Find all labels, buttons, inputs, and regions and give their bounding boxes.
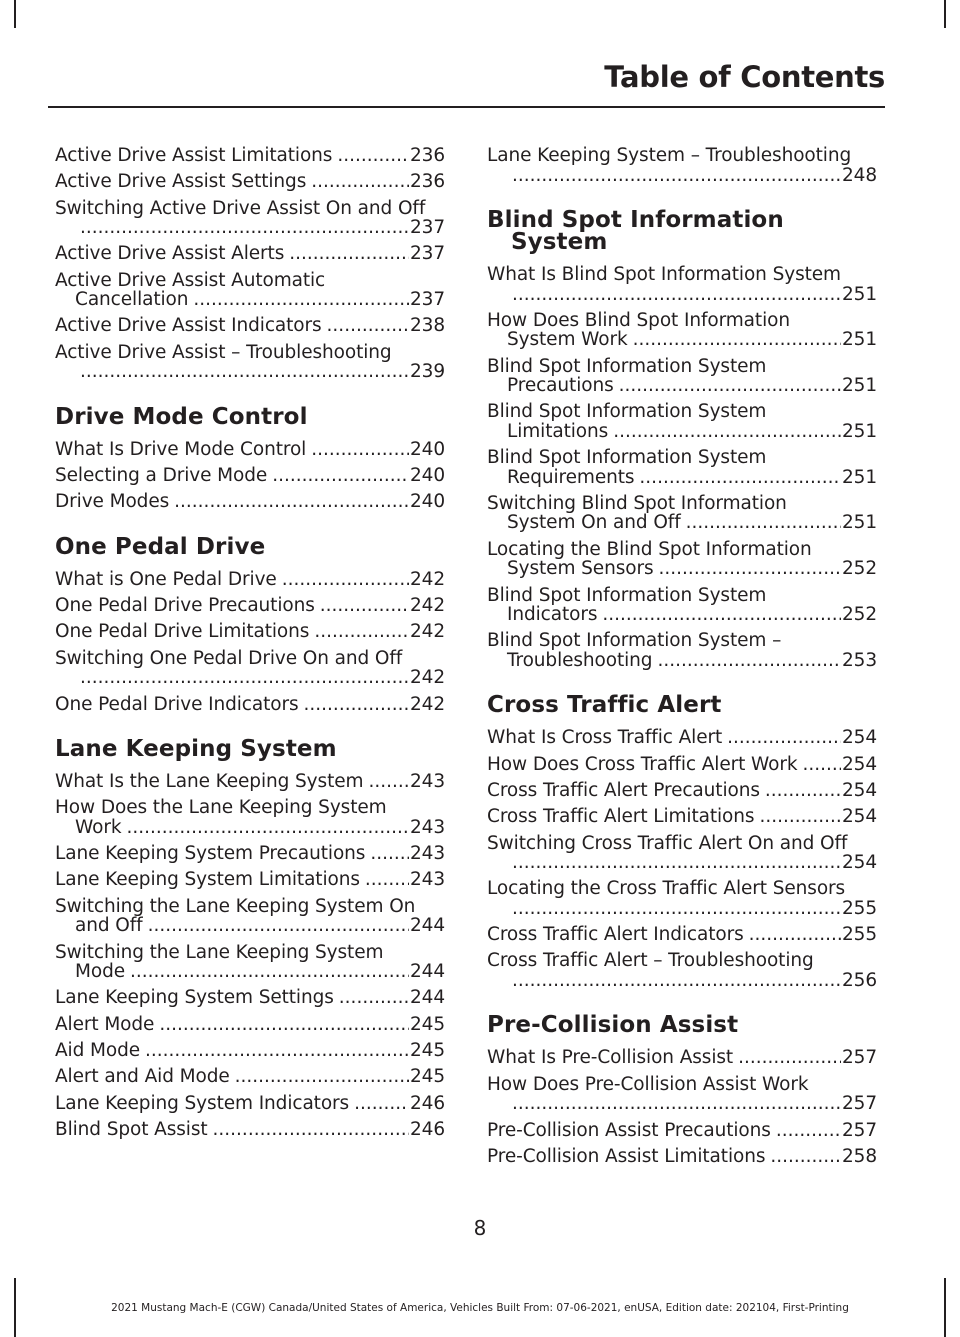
toc-page-number[interactable]: 251 (841, 420, 877, 442)
toc-entry[interactable] (55, 772, 445, 792)
toc-entry-continuation (55, 668, 445, 688)
toc-entry-title[interactable]: Active Drive Assist – Troubleshooting (55, 341, 392, 363)
toc-entry[interactable] (487, 448, 877, 487)
page-header (48, 55, 885, 99)
toc-entry[interactable] (55, 1067, 445, 1087)
section-heading (487, 209, 877, 253)
dot-leader (776, 1121, 841, 1141)
toc-page-number[interactable]: 258 (841, 1145, 877, 1167)
toc-entry[interactable] (55, 844, 445, 864)
dot-leader (80, 218, 409, 238)
toc-page-number[interactable]: 240 (409, 465, 445, 487)
toc-entry[interactable] (55, 596, 445, 616)
toc-entry-title[interactable]: Lane Keeping System Indicators (55, 1092, 350, 1114)
toc-page-number[interactable]: 244 (409, 987, 445, 1009)
toc-right-column (487, 146, 877, 1173)
dot-leader (657, 651, 841, 671)
toc-entry-title-continued[interactable]: System Sensors (507, 558, 654, 580)
toc-entry[interactable] (487, 146, 877, 185)
toc-entry[interactable] (487, 755, 877, 775)
toc-page-number[interactable]: 236 (409, 171, 445, 193)
toc-entry-continuation (487, 899, 877, 919)
toc-page-number[interactable]: 254 (841, 753, 877, 775)
dot-leader (339, 988, 409, 1008)
toc-entry-title[interactable]: Switching One Pedal Drive On and Off (55, 647, 403, 669)
toc-page-number[interactable]: 244 (409, 915, 445, 937)
dot-leader (145, 1041, 409, 1061)
toc-entry-title-continued[interactable]: System On and Off (507, 512, 681, 534)
toc-entry[interactable] (487, 1121, 877, 1141)
toc-page-number[interactable]: 257 (841, 1119, 877, 1141)
toc-entry-title[interactable]: Lane Keeping System – Troubleshooting (487, 145, 852, 166)
dot-leader (80, 362, 409, 382)
toc-entry[interactable] (487, 265, 877, 304)
toc-entry-title[interactable]: What Is Blind Spot Information System (487, 264, 841, 285)
dot-leader (512, 166, 841, 186)
toc-page-number[interactable]: 242 (409, 595, 445, 617)
dot-leader (289, 244, 409, 264)
toc-entry[interactable] (55, 492, 445, 512)
dot-leader (80, 668, 409, 688)
toc-entry-title[interactable]: Lane Keeping System Precautions (55, 843, 366, 865)
toc-page-number[interactable]: 240 (409, 438, 445, 460)
toc-entry-continuation (487, 468, 877, 488)
footer-edition-note: 2021 Mustang Mach-E (CGW) Canada/United States of America, Vehicles Built From: 07-06-2021, enUSA, Edition date: 202104, First-Printing (111, 1302, 849, 1314)
toc-entry-continuation (487, 605, 877, 625)
header-divider (48, 106, 885, 108)
dot-leader (272, 466, 409, 486)
toc-entry-title[interactable]: Alert and Aid Mode (55, 1066, 230, 1088)
toc-page-number[interactable]: 242 (409, 693, 445, 715)
toc-entry-title-continued[interactable]: Requirements (507, 466, 635, 488)
toc-page-number[interactable]: 255 (841, 897, 877, 919)
dot-leader (159, 1015, 409, 1035)
toc-entry-continuation (487, 559, 877, 579)
dot-leader (765, 781, 841, 801)
toc-entry[interactable] (487, 781, 877, 801)
toc-entry[interactable] (55, 244, 445, 264)
toc-entry-continuation (487, 376, 877, 396)
toc-entry-continuation (55, 290, 445, 310)
toc-entry-title[interactable]: Alert Mode (55, 1013, 155, 1035)
section-heading-text: Lane Keeping System (55, 736, 337, 763)
section-heading-text: Drive Mode Control (55, 403, 308, 430)
toc-entry-title[interactable]: How Does Blind Spot Information (487, 309, 790, 331)
toc-entry-continuation (55, 962, 445, 982)
toc-entry-title[interactable]: Cross Traffic Alert Indicators (487, 924, 744, 946)
toc-entry[interactable] (55, 172, 445, 192)
toc-entry[interactable] (487, 925, 877, 945)
toc-entry[interactable] (55, 798, 445, 837)
toc-page-number[interactable]: 240 (409, 491, 445, 513)
toc-page-number[interactable]: 239 (409, 361, 445, 383)
toc-page-number[interactable]: 248 (841, 164, 877, 186)
toc-entry-title[interactable]: Blind Spot Information System (487, 584, 767, 606)
crop-mark-top-left (14, 0, 16, 28)
toc-entry-title[interactable]: Locating the Cross Traffic Alert Sensors (487, 878, 846, 900)
toc-page-number[interactable]: 252 (841, 558, 877, 580)
toc-entry[interactable] (55, 316, 445, 336)
toc-entry-continuation (487, 422, 877, 442)
toc-entry-title[interactable]: Switching Blind Spot Information (487, 492, 787, 514)
toc-page-number[interactable]: 252 (841, 604, 877, 626)
toc-page-number[interactable]: 238 (409, 315, 445, 337)
toc-entry[interactable] (55, 343, 445, 382)
toc-entry[interactable] (55, 943, 445, 982)
toc-entry[interactable] (55, 988, 445, 1008)
toc-entry[interactable] (55, 1041, 445, 1061)
toc-page-number[interactable]: 254 (841, 727, 877, 749)
toc-entry-title[interactable]: Active Drive Assist Automatic (55, 269, 326, 291)
toc-entry-title-continued[interactable]: Mode (75, 961, 126, 983)
toc-entry-title[interactable]: What Is the Lane Keeping System (55, 771, 364, 793)
toc-page-number[interactable]: 244 (409, 961, 445, 983)
toc-page-number[interactable]: 257 (841, 1047, 877, 1069)
toc-entry-continuation (487, 853, 877, 873)
dot-leader (727, 728, 841, 748)
dot-leader (354, 1094, 409, 1114)
toc-entry-title-continued[interactable]: Work (75, 816, 122, 838)
toc-entry-title[interactable]: One Pedal Drive Limitations (55, 621, 310, 643)
toc-entry-title[interactable]: Cross Traffic Alert – Troubleshooting (487, 950, 814, 972)
dot-leader (749, 925, 841, 945)
toc-entry-title-continued[interactable]: Cancellation (75, 289, 189, 311)
toc-entry[interactable] (487, 1048, 877, 1068)
dot-leader (512, 971, 841, 991)
dot-leader (370, 844, 409, 864)
dot-leader (619, 376, 841, 396)
dot-leader (512, 285, 841, 305)
dot-leader (686, 513, 841, 533)
toc-entry[interactable] (487, 1075, 877, 1114)
section-heading (55, 736, 445, 763)
toc-entry-title-continued[interactable]: Troubleshooting (507, 649, 653, 671)
toc-entry-title[interactable]: Pre-Collision Assist Precautions (487, 1119, 771, 1141)
toc-page-number[interactable]: 253 (841, 649, 877, 671)
toc-entry-title[interactable]: Pre-Collision Assist Limitations (487, 1145, 766, 1167)
section-heading (55, 403, 445, 430)
section-heading-text-continued: System (511, 229, 608, 255)
toc-entry-title[interactable]: Blind Spot Assist (55, 1118, 208, 1140)
dot-leader (235, 1067, 409, 1087)
toc-entry[interactable] (55, 146, 445, 166)
toc-page-number[interactable]: 254 (841, 852, 877, 874)
page-title: Table of Contents (604, 60, 885, 94)
toc-entry-title[interactable]: Active Drive Assist Indicators (55, 315, 322, 337)
toc-entry-title[interactable]: How Does the Lane Keeping System (55, 797, 387, 819)
dot-leader (759, 807, 841, 827)
dot-leader (512, 1094, 841, 1114)
toc-entry[interactable] (487, 357, 877, 396)
toc-page-number[interactable]: 237 (409, 217, 445, 239)
section-heading (55, 533, 445, 560)
toc-page-number[interactable]: 237 (409, 289, 445, 311)
toc-entry-continuation (487, 166, 877, 186)
toc-entry-continuation (487, 513, 877, 533)
dot-leader (512, 853, 841, 873)
section-heading-text: Blind Spot Information (487, 207, 784, 233)
toc-entry-title[interactable]: Lane Keeping System Limitations (55, 869, 360, 891)
dot-leader (213, 1120, 409, 1140)
toc-entry[interactable] (55, 199, 445, 238)
toc-entry-continuation (55, 818, 445, 838)
toc-entry[interactable] (55, 1120, 445, 1140)
toc-page-number[interactable]: 243 (409, 816, 445, 838)
toc-page-number[interactable]: 243 (409, 869, 445, 891)
section-heading (487, 1012, 877, 1039)
toc-entry-title[interactable]: Cross Traffic Alert Limitations (487, 806, 755, 828)
toc-entry-title[interactable]: Blind Spot Information System – (487, 630, 782, 652)
dot-leader (193, 290, 409, 310)
toc-page-number[interactable]: 245 (409, 1013, 445, 1035)
section-heading-text: One Pedal Drive (55, 533, 266, 560)
toc-entry[interactable] (55, 570, 445, 590)
toc-entry-title[interactable]: Switching the Lane Keeping System (55, 941, 384, 963)
section-heading-text: Pre-Collision Assist (487, 1012, 739, 1039)
dot-leader (365, 870, 409, 890)
toc-entry[interactable] (487, 951, 877, 990)
toc-page-number[interactable]: 256 (841, 969, 877, 991)
toc-page-number[interactable]: 251 (841, 466, 877, 488)
toc-entry-title[interactable]: Blind Spot Information System (487, 447, 767, 469)
dot-leader (633, 330, 841, 350)
toc-entry[interactable] (55, 897, 445, 936)
crop-mark-top-right (944, 0, 946, 28)
toc-entry[interactable] (55, 695, 445, 715)
toc-entry-continuation (55, 362, 445, 382)
toc-page-number[interactable]: 246 (409, 1092, 445, 1114)
toc-page-number[interactable]: 243 (409, 771, 445, 793)
toc-entry-title[interactable]: Switching Active Drive Assist On and Off (55, 197, 426, 219)
toc-entry-continuation (487, 330, 877, 350)
toc-entry-title-continued[interactable]: Limitations (507, 420, 609, 442)
toc-entry-title[interactable]: What Is Pre-Collision Assist (487, 1047, 734, 1069)
toc-entry-title[interactable]: What Is Cross Traffic Alert (487, 727, 723, 749)
toc-entry-continuation (55, 218, 445, 238)
toc-page-number[interactable]: 245 (409, 1039, 445, 1061)
toc-entry-title[interactable]: One Pedal Drive Precautions (55, 595, 315, 617)
toc-entry-title[interactable]: How Does Cross Traffic Alert Work (487, 753, 798, 775)
toc-entry-title[interactable]: Switching Cross Traffic Alert On and Off (487, 832, 848, 854)
dot-leader (337, 146, 409, 166)
dot-leader (639, 468, 841, 488)
toc-page-number[interactable]: 251 (841, 375, 877, 397)
toc-page-number[interactable]: 236 (409, 145, 445, 166)
toc-entry[interactable] (487, 1147, 877, 1167)
toc-page-number[interactable]: 254 (841, 779, 877, 801)
toc-entry-title[interactable]: Active Drive Assist Limitations (55, 145, 333, 166)
toc-page-number[interactable]: 242 (409, 667, 445, 689)
toc-entry-continuation (55, 916, 445, 936)
toc-page-number[interactable]: 237 (409, 243, 445, 265)
toc-entry[interactable] (487, 631, 877, 670)
toc-entry-title[interactable]: Selecting a Drive Mode (55, 465, 268, 487)
dot-leader (174, 492, 409, 512)
toc-page-number[interactable]: 243 (409, 843, 445, 865)
toc-entry[interactable] (55, 1094, 445, 1114)
toc-entry[interactable] (487, 879, 877, 918)
toc-entry[interactable] (55, 870, 445, 890)
toc-entry[interactable] (487, 807, 877, 827)
toc-entry-title[interactable]: What is One Pedal Drive (55, 568, 277, 590)
dot-leader (126, 818, 409, 838)
toc-entry-title[interactable]: How Does Pre-Collision Assist Work (487, 1073, 809, 1095)
toc-entry-continuation (487, 1094, 877, 1114)
dot-leader (738, 1048, 841, 1068)
toc-entry-title[interactable]: Cross Traffic Alert Precautions (487, 779, 760, 801)
toc-page-number[interactable]: 242 (409, 621, 445, 643)
toc-entry-title[interactable]: Active Drive Assist Settings (55, 171, 307, 193)
toc-page-number[interactable]: 242 (409, 568, 445, 590)
toc-entry-continuation (487, 651, 877, 671)
toc-page-number[interactable]: 251 (841, 512, 877, 534)
dot-leader (327, 316, 409, 336)
toc-entry-title[interactable]: Drive Modes (55, 491, 170, 513)
dot-leader (320, 596, 409, 616)
toc-entry[interactable] (55, 466, 445, 486)
toc-entry-title[interactable]: Switching the Lane Keeping System On (55, 895, 416, 917)
toc-entry[interactable] (55, 440, 445, 460)
toc-entry[interactable] (487, 540, 877, 579)
toc-page-number[interactable]: 245 (409, 1066, 445, 1088)
toc-entry-title[interactable]: Blind Spot Information System (487, 401, 767, 423)
toc-entry-title-continued[interactable]: and Off (75, 915, 143, 937)
dot-leader (613, 422, 841, 442)
toc-entry-title[interactable]: Aid Mode (55, 1039, 141, 1061)
toc-entry[interactable] (55, 649, 445, 688)
dot-leader (311, 172, 409, 192)
dot-leader (311, 440, 409, 460)
toc-entry[interactable] (55, 622, 445, 642)
dot-leader (148, 916, 409, 936)
dot-leader (314, 622, 409, 642)
toc-entry-title[interactable]: What Is Drive Mode Control (55, 438, 307, 460)
toc-left-column (55, 146, 445, 1146)
toc-entry[interactable] (487, 834, 877, 873)
dot-leader (602, 605, 841, 625)
dot-leader (770, 1147, 841, 1167)
toc-page-number[interactable]: 251 (841, 283, 877, 305)
toc-entry[interactable] (55, 271, 445, 310)
toc-entry-title-continued[interactable]: System Work (507, 329, 628, 351)
toc-entry-continuation (487, 971, 877, 991)
dot-leader (368, 772, 409, 792)
toc-entry-title-continued[interactable]: Indicators (507, 604, 598, 626)
dot-leader (803, 755, 841, 775)
toc-entry[interactable] (487, 494, 877, 533)
toc-entry[interactable] (487, 402, 877, 441)
toc-entry-title[interactable]: Lane Keeping System Settings (55, 987, 334, 1009)
dot-leader (130, 962, 409, 982)
dot-leader (282, 570, 409, 590)
toc-page-number[interactable]: 254 (841, 806, 877, 828)
dot-leader (304, 695, 409, 715)
dot-leader (659, 559, 841, 579)
section-heading (487, 692, 877, 719)
toc-page-number[interactable]: 257 (841, 1093, 877, 1115)
toc-entry[interactable] (487, 728, 877, 748)
toc-entry-title-continued[interactable]: Precautions (507, 375, 614, 397)
toc-entry-title[interactable]: Locating the Blind Spot Information (487, 538, 812, 560)
toc-entry-title[interactable]: One Pedal Drive Indicators (55, 693, 299, 715)
toc-entry[interactable] (487, 586, 877, 625)
toc-entry-title[interactable]: Active Drive Assist Alerts (55, 243, 285, 265)
section-heading-text: Cross Traffic Alert (487, 692, 722, 719)
toc-page-number[interactable]: 255 (841, 924, 877, 946)
toc-entry[interactable] (55, 1015, 445, 1035)
toc-page-number[interactable]: 246 (409, 1118, 445, 1140)
toc-page-number[interactable]: 251 (841, 329, 877, 351)
dot-leader (512, 899, 841, 919)
toc-entry[interactable] (487, 311, 877, 350)
page-number: 8 (473, 1216, 487, 1240)
toc-entry-title[interactable]: Blind Spot Information System (487, 355, 767, 377)
toc-entry-continuation (487, 285, 877, 305)
